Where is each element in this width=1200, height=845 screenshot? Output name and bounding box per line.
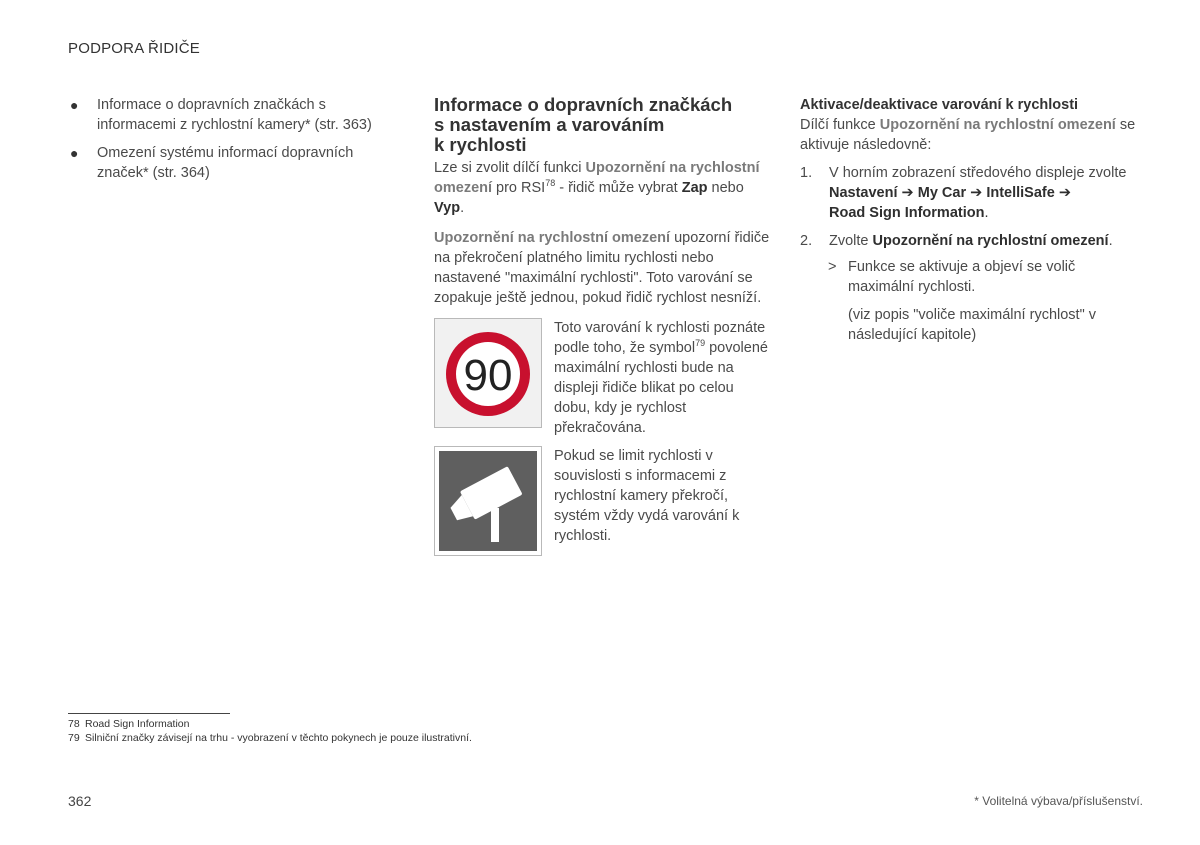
heading-line: Informace o dopravních značkách bbox=[434, 94, 733, 115]
step-text: V horním zobrazení středového displeje zvolte bbox=[829, 165, 1127, 181]
figure-caption: Pokud se limit rychlosti v souvislosti s informacemi z rychlostní kamery překročí, systém vždy vydá varování k rychlosti. bbox=[554, 448, 740, 544]
bullet-icon: ● bbox=[70, 145, 79, 161]
optional-equipment-note: * Volitelná výbava/příslušenství. bbox=[974, 794, 1143, 808]
footnote: 78 Road Sign Information bbox=[68, 718, 190, 730]
intro-paragraph: Dílčí funkce Upozornění na rychlostní omezení se aktivuje následovně: bbox=[800, 117, 1136, 153]
heading-line: s nastavením a varováním bbox=[434, 114, 665, 135]
menu-path-item: Road Sign Information bbox=[829, 205, 985, 221]
menu-path-item: IntelliSafe bbox=[986, 185, 1055, 201]
menu-path: Nastavení ➔ My Car ➔ IntelliSafe ➔ Road Sign Information. bbox=[829, 185, 1071, 221]
arrow-right-icon: ➔ bbox=[1054, 185, 1071, 201]
section-heading bbox=[434, 95, 774, 155]
function-name: Upozornění na rychlostní omezení bbox=[434, 230, 671, 246]
step-item bbox=[800, 163, 1140, 223]
arrow-right-icon: ➔ bbox=[897, 185, 918, 201]
step-note: (viz popis "voliče maximální rychlost" v následující kapitole) bbox=[848, 307, 1097, 343]
option-off: Vyp bbox=[434, 200, 461, 216]
activation-section bbox=[800, 95, 1140, 345]
option-on: Zap bbox=[681, 180, 708, 196]
related-links-list bbox=[68, 95, 398, 191]
speed-camera-figure bbox=[434, 446, 774, 564]
description-paragraph: Upozornění na rychlostní omezení upozorní řidiče na překročení platného limitu rychlosti nebo nastavené "maximální rychlosti". Toto varování se zopakuje ještě jednou, pokud řidič rychlost nesníží. bbox=[434, 230, 770, 306]
function-name: Upozornění na rychlostní omezení bbox=[879, 117, 1116, 133]
speed-warning-section bbox=[434, 95, 774, 574]
footnote-ref[interactable]: 78 bbox=[545, 178, 556, 189]
list-item[interactable] bbox=[68, 143, 398, 183]
heading-line: k rychlosti bbox=[434, 134, 527, 155]
footnote-divider bbox=[68, 713, 230, 714]
speed-limit-value: 90 bbox=[463, 351, 513, 400]
step-number: 1. bbox=[800, 165, 813, 181]
arrow-right-icon: ➔ bbox=[966, 185, 987, 201]
footnote-ref[interactable]: 79 bbox=[695, 338, 706, 349]
figure-caption: Toto varování k rychlosti poznáte podle toho, že symbol$^{79}$ povolené maximální rychlosti bude na displeji řidiče blikat po celou dobu, kdy je rychlost překračována. bbox=[554, 320, 768, 436]
list-item[interactable] bbox=[68, 95, 398, 135]
function-name: Upozornění na rychlostní omezení bbox=[872, 233, 1109, 249]
step-number: 2. bbox=[800, 233, 813, 249]
menu-path-item: Nastavení bbox=[829, 185, 898, 201]
intro-paragraph: Lze si zvolit dílčí funkci Upozornění na rychlostní omezení pro RSI$^{78}$ - řidič může vybrat Zap nebo Vyp. bbox=[434, 160, 760, 216]
list-item-text: Omezení systému informací dopravních značek* (str. 364) bbox=[97, 145, 354, 181]
section-heading: Aktivace/deaktivace varování k rychlosti bbox=[800, 97, 1079, 113]
bullet-icon: ● bbox=[70, 97, 79, 113]
speed-sign-figure bbox=[434, 318, 774, 436]
step-item: 2. Zvolte Upozornění na rychlostní omezení. bbox=[800, 233, 1113, 249]
result-marker: > bbox=[828, 259, 837, 275]
speed-camera-icon bbox=[434, 446, 542, 556]
page-number: 362 bbox=[68, 793, 92, 809]
page-header: PODPORA ŘIDIČE bbox=[68, 40, 200, 57]
footnote: 79 Silniční značky závisejí na trhu - vyobrazení v těchto pokynech je pouze ilustrativní. bbox=[68, 732, 472, 744]
list-item-text: Informace o dopravních značkách s informacemi z rychlostní kamery* (str. 363) bbox=[97, 97, 372, 133]
speed-limit-sign bbox=[434, 318, 542, 428]
step-result: > Funkce se aktivuje a objeví se volič maximální rychlosti. bbox=[828, 259, 1076, 295]
menu-path-item: My Car bbox=[917, 185, 967, 201]
function-name: Upozornění na rychlostní omezení bbox=[434, 160, 760, 196]
